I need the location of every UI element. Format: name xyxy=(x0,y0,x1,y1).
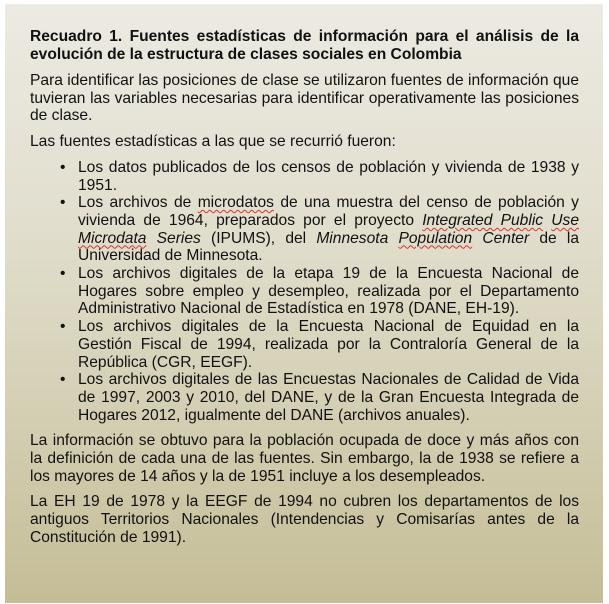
list-item xyxy=(60,265,579,318)
bullet-icon: • xyxy=(60,158,66,176)
text-segment: Minnesota xyxy=(316,229,389,247)
intro-paragraph: Para identificar las posiciones de clase se utilizaron fuentes de información que tuvieran las variables necesarias para identificar operativamente las posiciones de clase. xyxy=(30,72,579,125)
text-segment xyxy=(388,230,398,247)
text-segment: de la Universidad de Minnesota. xyxy=(78,229,579,265)
bullet-icon: • xyxy=(60,371,66,389)
text-segment xyxy=(146,230,156,247)
text-segment: Integrated Public xyxy=(422,211,544,229)
list-intro: Las fuentes estadísticas a las que se recurrió fueron: xyxy=(30,133,396,151)
text-segment: Use Microdata xyxy=(78,211,579,247)
text-segment: (IPUMS), del xyxy=(200,229,317,247)
list-item xyxy=(60,158,579,194)
list-item-text: Los archivos digitales de la etapa 19 de la Encuesta Nacional de Hogares sobre empleo y desempleo, realizada por el Departamento Administrativo Nacional de Estadística en 1978 (DANE, EH-19). xyxy=(78,265,579,318)
text-segment: Population xyxy=(398,229,473,247)
sources-list xyxy=(30,159,579,425)
bullet-icon: • xyxy=(60,265,66,283)
text-segment: microdatos xyxy=(197,194,274,212)
list-item xyxy=(60,318,579,371)
list-item-text: Los archivos digitales de la Encuesta Nacional de Equidad en la Gestión Fiscal de 1994, realizada por la Contraloría General de la República (CGR, EEGF). xyxy=(78,318,579,371)
box-title: Recuadro 1. Fuentes estadísticas de información para el análisis de la evolución de la estructura de clases sociales en Colombia xyxy=(30,28,579,63)
sources-box xyxy=(5,4,603,603)
list-item-text xyxy=(78,194,579,264)
text-segment xyxy=(472,230,482,247)
text-segment: Los archivos de xyxy=(78,194,198,212)
list-item xyxy=(60,194,579,265)
coverage-paragraph: La EH 19 de 1978 y la EEGF de 1994 no cubren los departamentos de los antiguos Territorios Nacionales (Intendencias y Comisarías antes de la Constitución de 1991). xyxy=(30,493,579,546)
text-segment: de una muestra del censo de población y vivienda de 1964, preparados por el proyecto xyxy=(78,194,579,229)
bullet-icon: • xyxy=(60,318,66,336)
list-item xyxy=(60,371,579,424)
population-paragraph: La información se obtuvo para la población ocupada de doce y más años con la definición de cada una de las fuentes. Sin embargo, la de 1938 se refiere a los mayores de 14 años y la de 1951 incluye a los desempleados. xyxy=(30,432,579,485)
bullet-icon: • xyxy=(60,194,66,212)
list-item-text: Los archivos digitales de las Encuestas Nacionales de Calidad de Vida de 1997, 2003 y 2010, del DANE, y de la Gran Encuesta Integrada de Hogares 2012, igualmente del DANE (archivos anuales). xyxy=(78,371,579,424)
list-item-text: Los datos publicados de los censos de población y vivienda de 1938 y 1951. xyxy=(78,158,579,194)
text-segment: Center xyxy=(482,229,530,247)
text-segment: Series xyxy=(156,229,201,247)
